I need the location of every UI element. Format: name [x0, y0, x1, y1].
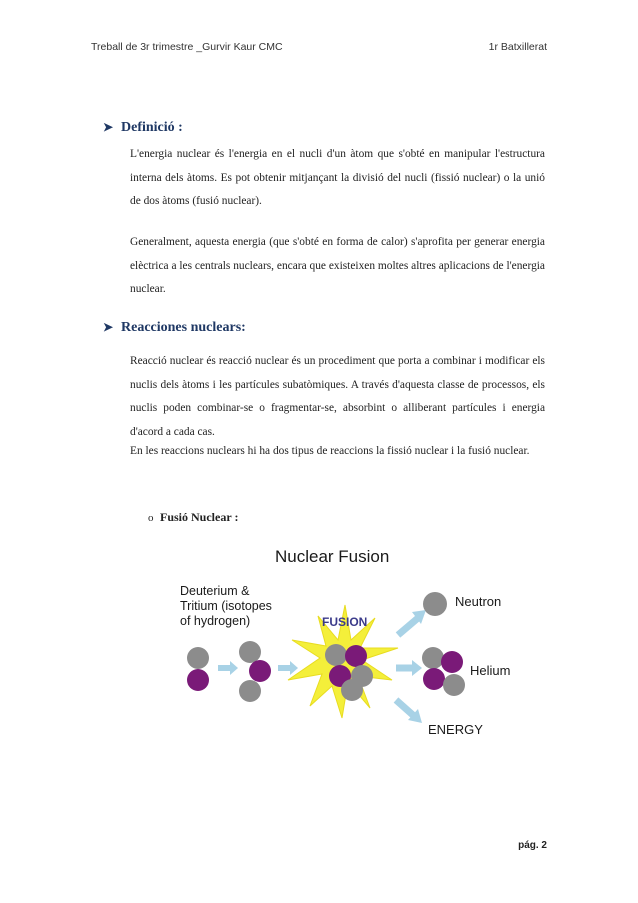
definicio-paragraph-2: Generalment, aquesta energia (que s'obté en forma de calor) s'aprofita per generar energia elèctrica a les centrals nuclears, encara que existeixen moltes altres aplicacions de l'energia nuclear. [130, 236, 545, 295]
header-author: Treball de 3r trimestre _Gurvir Kaur CMC [91, 41, 283, 53]
section-title-reaccions: ➤ Reacciones nuclears: [103, 320, 246, 335]
proton-particle [249, 660, 271, 682]
energy-label: ENERGY [428, 722, 483, 737]
reaccions-paragraph-2: En les reaccions nuclears hi ha dos tipus de reaccions la fissió nuclear i la fusió nuclear. [130, 445, 530, 457]
neutron-particle [423, 592, 447, 616]
arrow-icon [412, 660, 422, 676]
definicio-paragraph-1: L'energia nuclear és l'energia en el nucli d'un àtom que s'obté en manipular l'estructura interna dels àtoms. Es pot obtenir mitjançant la divisió del nucli (fissió nuclear) o la unió de dos àtoms (fusió nuclear). [130, 148, 545, 207]
nuclear-fusion-figure [170, 540, 520, 740]
helium-nucleus [422, 647, 465, 696]
nuclear-fusion-diagram [170, 540, 520, 740]
neutron-particle [187, 647, 209, 669]
tritium-nucleus [239, 641, 271, 702]
proton-particle [345, 645, 367, 667]
reactants-label: Deuterium & Tritium (isotopes of hydrogen) [180, 584, 272, 628]
fusion-label: FUSION [322, 615, 368, 629]
arrow-icon [396, 700, 414, 716]
arrow-icon [398, 618, 418, 635]
arrow-icon [290, 661, 298, 675]
helium-label: Helium [470, 663, 511, 678]
circle-bullet-icon: o [148, 512, 154, 524]
neutron-particle [341, 679, 363, 701]
neutron-label: Neutron [455, 594, 502, 609]
arrow-bullet-icon: ➤ [103, 120, 114, 134]
arrow-bullet-icon: ➤ [103, 320, 114, 334]
figure-title: Nuclear Fusion [275, 547, 390, 566]
section-title-definicio: ➤ Definició : [103, 120, 183, 135]
reaccions-paragraph-1: Reacció nuclear és reacció nuclear és un procediment que porta a combinar i modificar els nuclis dels àtoms i les partícules subatòmiques. A través d'aquesta classe de processos, els nuclis poden combinar-se o fragmentar-se, absorbint o alliberant partícules i energia d'acord a cada cas. [130, 355, 545, 438]
neutron-particle [325, 644, 347, 666]
arrow-icon [230, 661, 238, 675]
proton-particle [187, 669, 209, 691]
page-number: pág. 2 [518, 840, 547, 851]
header-course: 1r Batxillerat [488, 41, 547, 53]
deuterium-nucleus [187, 647, 209, 691]
subsection-fusio-title: o Fusió Nuclear : [148, 510, 239, 524]
neutron-particle [239, 641, 261, 663]
fusion-burst [288, 605, 398, 718]
neutron-particle [239, 680, 261, 702]
